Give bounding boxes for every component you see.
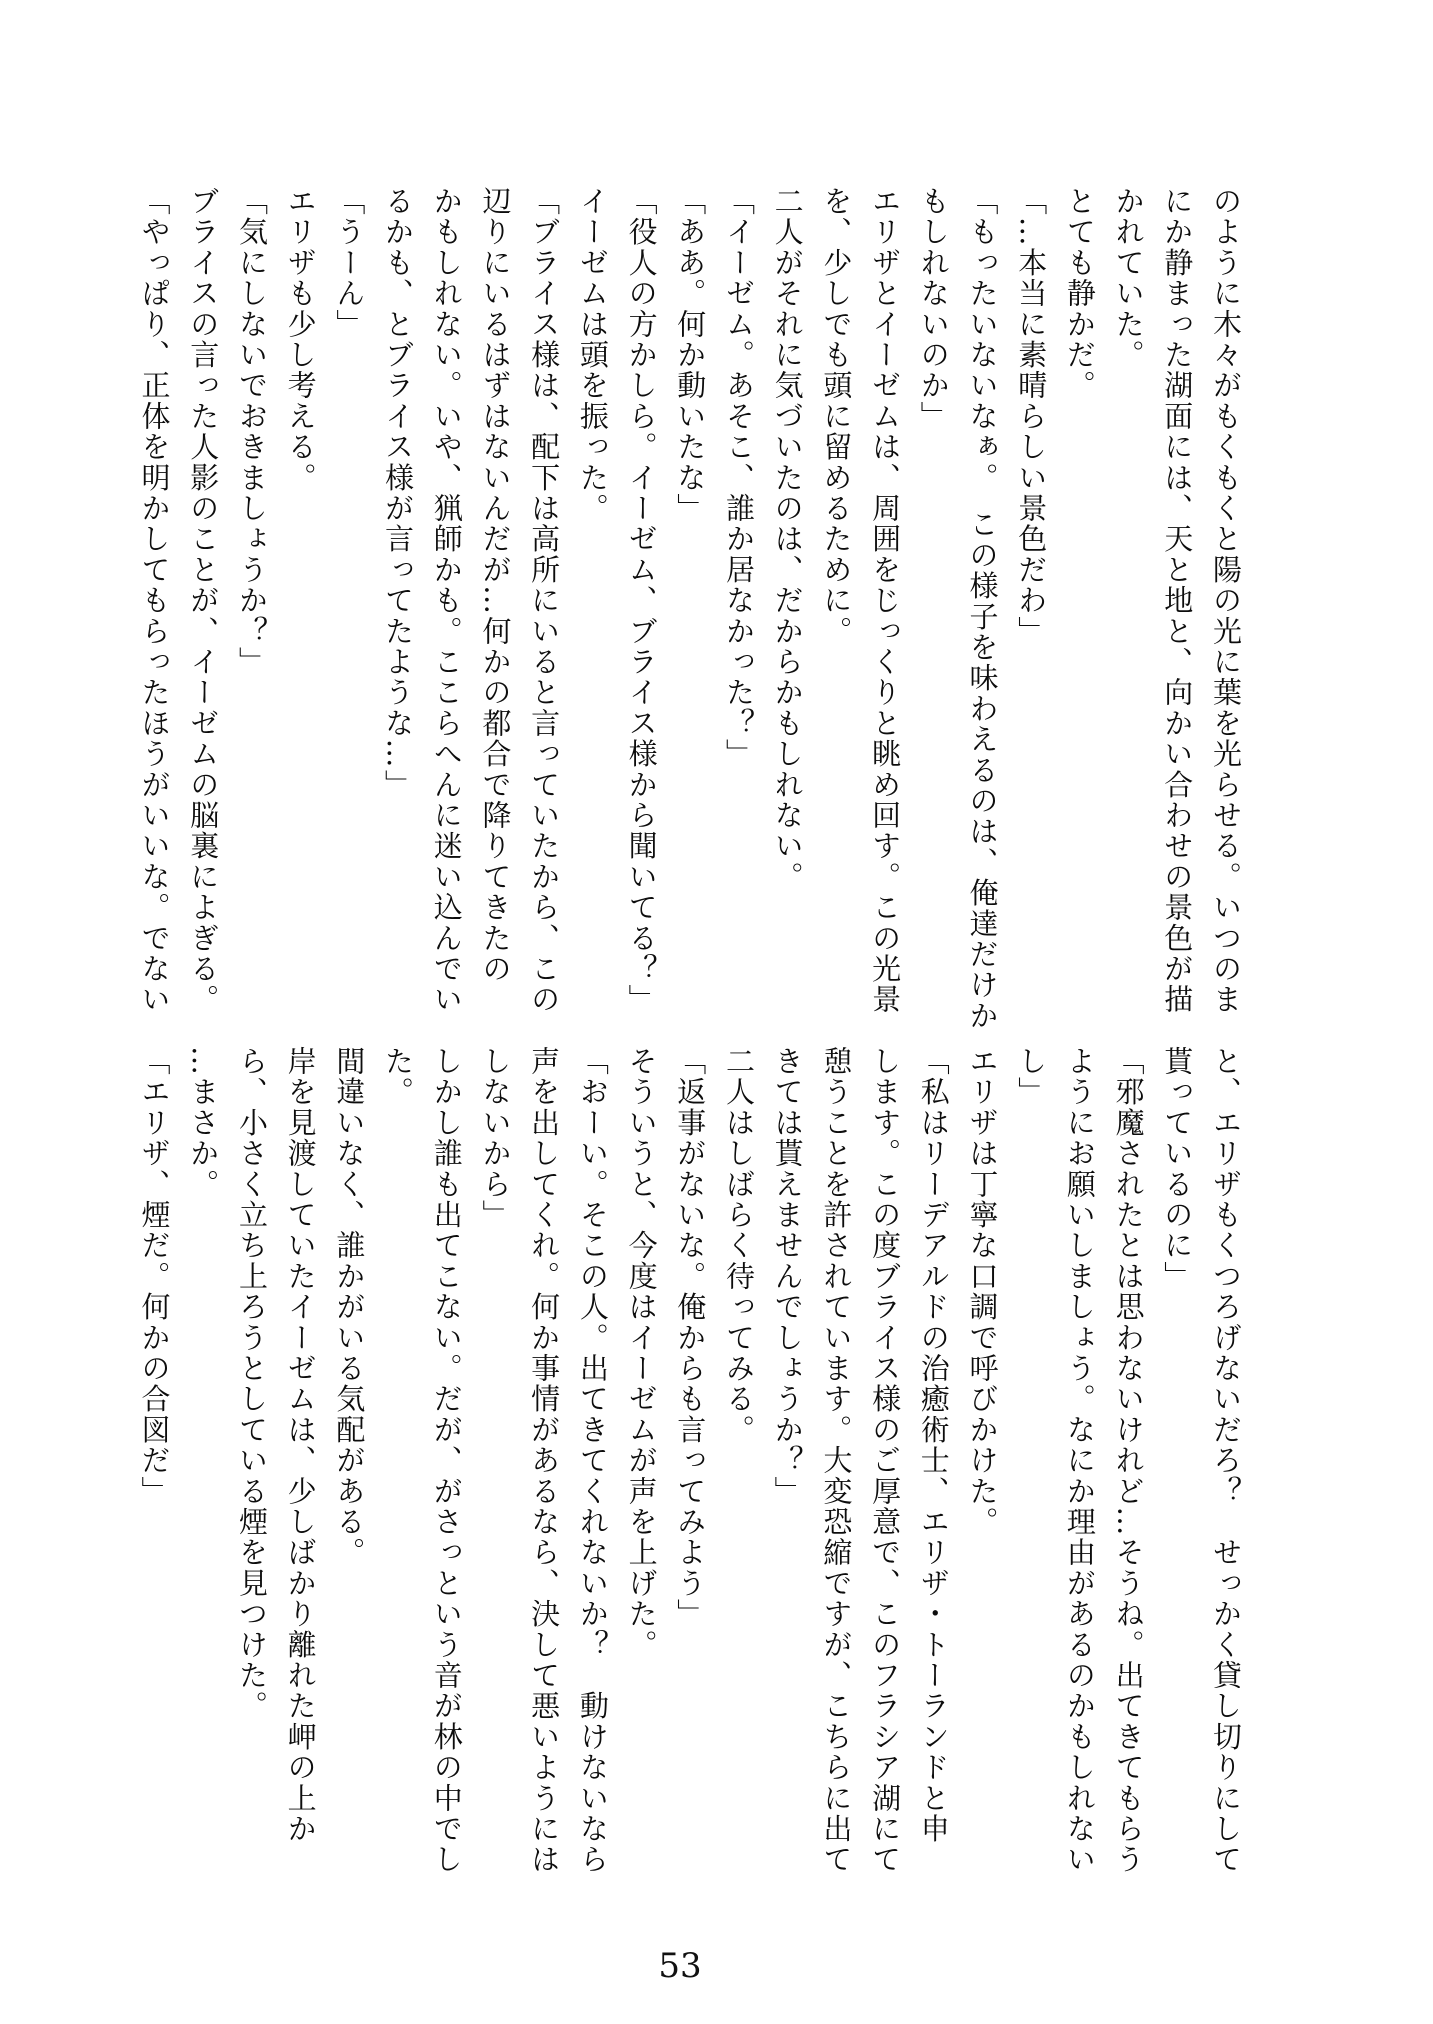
text-line: 「…本当に素晴らしい景色だわ」 [1014, 186, 1049, 647]
text-line: かれていた。 [1111, 186, 1146, 371]
text-line: 「うーん」 [332, 186, 367, 340]
text-line: エリザは丁寧な口調で呼びかけた。 [965, 1046, 1000, 1538]
text-line: 二人がそれに気づいたのは、だからかもしれない。 [770, 186, 805, 893]
text-line: を、少しでも頭に留めるために。 [819, 186, 854, 647]
text-line: 「ブライス様は、配下は高所にいると言っていたから、この [527, 186, 562, 1015]
text-line: しかし誰も出てこない。だが、がさっという音が林の中でし [429, 1046, 464, 1875]
text-line: 「私はリーデアルドの治癒術士、エリザ・トーランドと申 [916, 1046, 951, 1845]
text-line: 「ああ。何か動いたな」 [673, 186, 708, 524]
text-line: 「エリザ、煙だ。何かの合図だ」 [137, 1046, 172, 1507]
text-line: 「やっぱり、正体を明かしてもらったほうがいいな。でない [137, 186, 172, 1015]
text-line: ようにお願いしましょう。なにか理由があるのかもしれない [1062, 1046, 1097, 1875]
text-line: るかも、とブライス様が言ってたような…」 [381, 186, 416, 800]
text-line: きては貰えませんでしょうか？」 [770, 1046, 805, 1507]
text-line: エリザも少し考える。 [283, 186, 318, 493]
text-line: とても静かだ。 [1062, 186, 1097, 401]
text-line: 間違いなく、誰かがいる気配がある。 [332, 1046, 367, 1568]
text-line: し」 [1014, 1046, 1049, 1108]
text-line: 二人はしばらく待ってみる。 [721, 1046, 756, 1446]
text-line: エリザとイーゼムは、周囲をじっくりと眺め回す。この光景 [868, 186, 903, 1015]
text-line: のように木々がもくもくと陽の光に葉を光らせる。いつのま [1209, 186, 1243, 1015]
text-line: 「役人の方かしら。イーゼム、ブライス様から聞いてる？」 [624, 186, 659, 1015]
text-line: 辺りにいるはずはないんだが…何かの都合で降りてきたの [478, 186, 513, 985]
text-line: 声を出してくれ。何か事情があるなら、決して悪いようには [527, 1046, 562, 1875]
text-block-upper [130, 186, 1250, 1032]
text-line: します。この度ブライス様のご厚意で、このフラシア湖にて [868, 1046, 903, 1875]
text-line: 「気にしないでおきましょうか？」 [234, 186, 269, 678]
text-line: ら、小さく立ち上ろうとしている煙を見つけた。 [234, 1046, 269, 1722]
text-line: 「おーい。そこの人。出てきてくれないか？ 動けないなら [575, 1046, 610, 1875]
text-line: と、エリザもくつろげないだろ？ せっかく貸し切りにして [1209, 1046, 1243, 1875]
text-line: 岸を見渡していたイーゼムは、少しばかり離れた岬の上か [283, 1046, 318, 1845]
text-line: かもしれない。いや、猟師かも。ここらへんに迷い込んでい [429, 186, 464, 1015]
text-line: そういうと、今度はイーゼムが声を上げた。 [624, 1046, 659, 1660]
text-block-lower [130, 1046, 1250, 1886]
text-line: …まさか。 [186, 1046, 221, 1200]
text-line: ブライスの言った人影のことが、イーゼムの脳裏によぎる。 [186, 186, 221, 1015]
text-line: た。 [381, 1046, 416, 1108]
text-line: 貰っているのに」 [1160, 1046, 1195, 1292]
text-line: しないから」 [478, 1046, 513, 1231]
text-line: もしれないのか」 [916, 186, 951, 432]
text-line: 「イーゼム。あそこ、誰か居なかった？」 [721, 186, 756, 770]
text-line: 「返事がないな。俺からも言ってみよう」 [673, 1046, 708, 1630]
text-line: 「邪魔されたとは思わないけれど…そうね。出てきてもらう [1111, 1046, 1146, 1875]
text-line: 憩うことを許されています。大変恐縮ですが、こちらに出て [819, 1046, 854, 1875]
text-line: イーゼムは頭を振った。 [575, 186, 610, 524]
text-line: にか静まった湖面には、天と地と、向かい合わせの景色が描 [1160, 186, 1195, 1015]
page-number: 53 [658, 1946, 702, 1986]
text-line: 「もったいないなぁ。 この様子を味わえるのは、俺達だけか [965, 186, 1000, 1032]
